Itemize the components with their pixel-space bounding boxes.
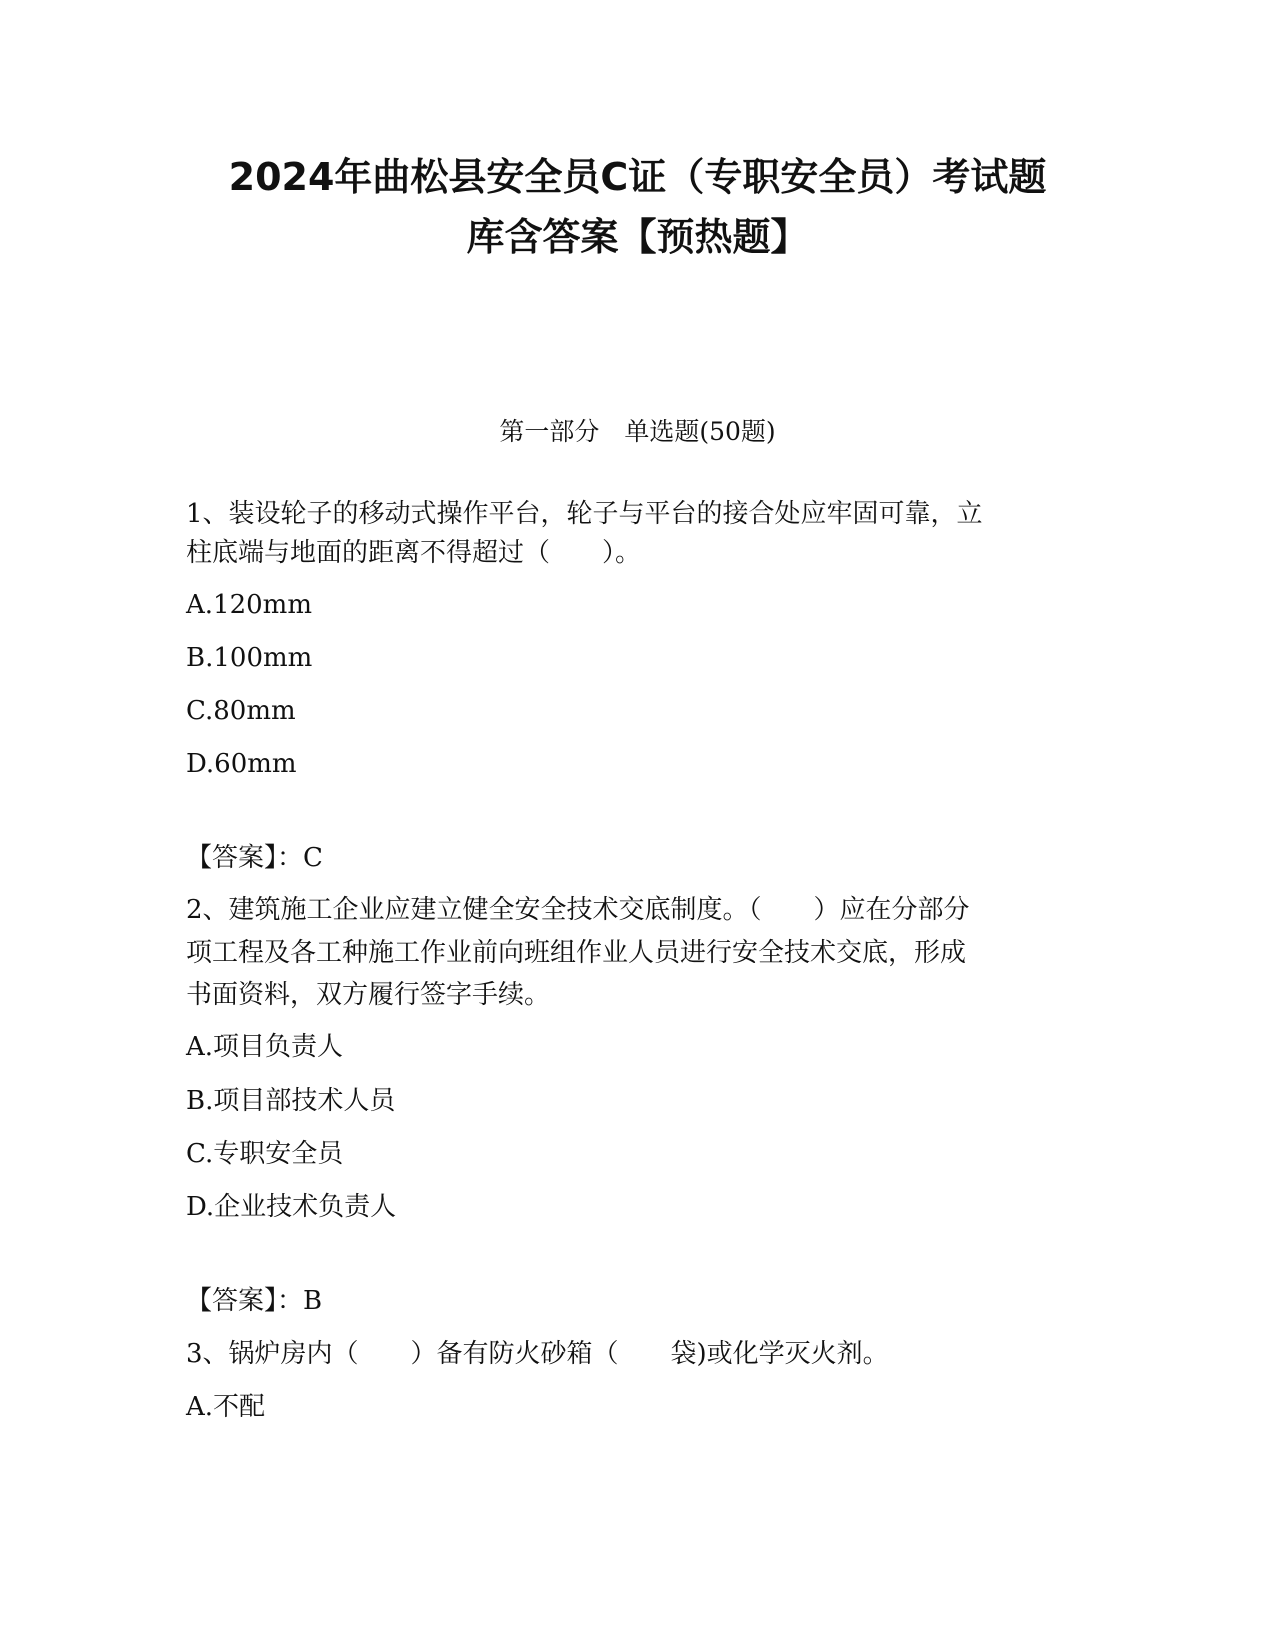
question-2-option-c: C.专职安全员 (186, 1139, 344, 1169)
question-2-stem-line-3: 书面资料，双方履行签字手续。 (186, 980, 551, 1010)
question-1-option-c: C.80mm (186, 696, 296, 726)
question-1-stem-line-2: 柱底端与地面的距离不得超过（ ）。 (186, 538, 642, 568)
question-1-option-d: D.60mm (186, 749, 297, 779)
question-2-option-a: A.项目负责人 (186, 1032, 344, 1062)
section-heading: 第一部分 单选题(50题) (499, 417, 776, 446)
document-title-line-2: 库含答案【预热题】 (466, 215, 809, 259)
question-3-stem-line-1: 3、锅炉房内（ ）备有防火砂箱（ 袋)或化学灭火剂。 (186, 1339, 889, 1369)
question-2-option-b: B.项目部技术人员 (186, 1086, 396, 1116)
question-1-answer: 【答案】：C (186, 843, 323, 873)
question-3-option-a: A.不配 (186, 1392, 266, 1422)
question-2-stem-line-2: 项工程及各工种施工作业前向班组作业人员进行安全技术交底，形成 (186, 938, 967, 968)
question-1-stem-line-1: 1、装设轮子的移动式操作平台，轮子与平台的接合处应牢固可靠，立 (186, 499, 983, 529)
document-title-line-1: 2024年曲松县安全员C证（专职安全员）考试题 (228, 155, 1047, 199)
question-2-answer: 【答案】：B (186, 1286, 323, 1316)
question-2-option-d: D.企业技术负责人 (186, 1192, 397, 1222)
question-1-option-b: B.100mm (186, 643, 313, 673)
question-1-option-a: A.120mm (186, 590, 312, 620)
question-2-stem-line-1: 2、建筑施工企业应建立健全安全技术交底制度。（ ）应在分部分 (186, 895, 970, 925)
